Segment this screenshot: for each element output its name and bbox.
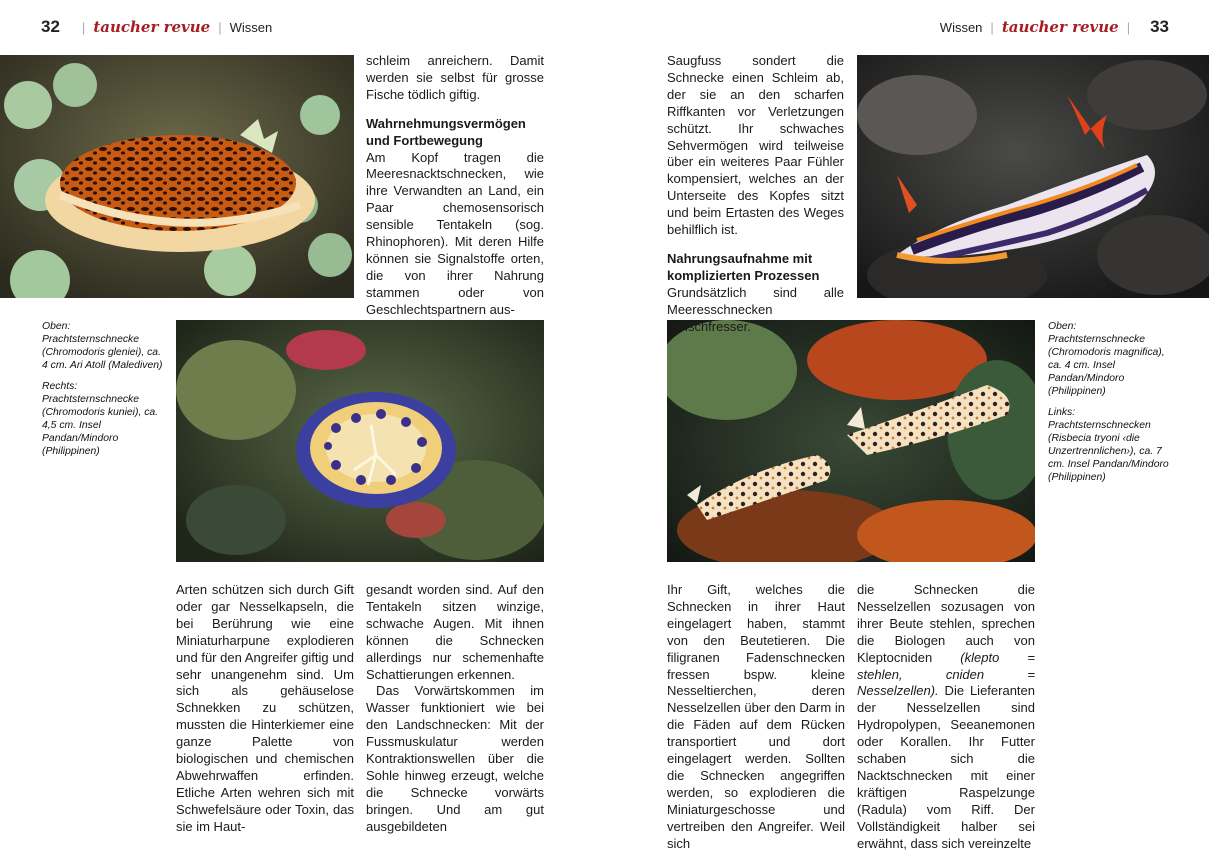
photo-chromodoris-magnifica: [857, 55, 1209, 298]
paragraph: Das Vorwärtskommen im Wasser funktioniert wie bei den Landschnecken: Mit der Fussmuskulatur werden Kontraktionswellen über die Sohle hinweg erzeugt, welche die Schnecke vorwärts bringen. Und am gut ausgebildeten: [366, 683, 544, 834]
paragraph: schleim anreichern. Damit werden sie selbst für grosse Fische tödlich giftig.: [366, 53, 544, 102]
paragraph: [857, 582, 1035, 853]
section-label: Wissen: [939, 19, 983, 35]
photo-risbecia-tryoni: [667, 320, 1035, 562]
text-span: Die Lieferanten der Nesselzellen sind Hydropolypen, Seeanemonen oder Korallen. Ihr Futter schaben sich die Nacktschnecken mit einer kräftigen Raspelzunge (Radula) vom Riff. Der Vollständigkeit halber sei erwähnt, dass sich vereinzelte: [857, 683, 1035, 851]
left-bottom-column-1: [176, 582, 354, 836]
right-bottom-column-2: [857, 582, 1035, 853]
right-column-top: [667, 53, 844, 336]
right-page-number: 33: [1150, 17, 1169, 36]
caption-block-left: [42, 320, 164, 466]
text-span: die Schnecken die Nesselzellen sozusagen von ihrer Beute stehlen, sprechen die Biologen auch von Kleptocniden: [857, 582, 1035, 665]
section-heading: Wahrnehmungsvermögen und Fortbewegung: [366, 115, 526, 148]
section-label: Wissen: [229, 19, 273, 35]
photo-chromodoris-gleniei: [0, 55, 354, 298]
photo-chromodoris-kuniei: [176, 320, 544, 562]
paragraph: Saugfuss sondert die Schnecke einen Schleim ab, der sie an den scharfen Riffkanten vor Verletzungen schützt. Ihr schwaches Sehvermögen wird teilweise über ein weiteres Paar Fühler kompensiert, welches an der Unterseite des Kopfes sitzt und beim Ertasten des Weges behilflich ist.: [667, 53, 844, 238]
paragraph: Am Kopf tragen die Meeresnacktschnecken, wie ihre Verwandten an Land, ein Paar chemosensorisch sensible Tentakeln (sog. Rhinophoren). Mit deren Hilfe können sie Signalstoffe orten, die von ihrer Nahrung stammen oder von Geschlechtspartnern aus-: [366, 149, 544, 317]
section-heading: Nahrungsaufnahme mit komplizierten Prozessen: [667, 250, 820, 283]
paragraph: gesandt worden sind. Auf den Tentakeln sitzen winzige, schwache Augen. Mit ihnen können die Schnecken allerdings nur schemenhafte Schattierungen erkennen.: [366, 582, 544, 682]
right-page-header: [940, 14, 1169, 40]
paragraph: Arten schützen sich durch Gift oder gar Nesselkapseln, die bei Berührung wie eine Miniaturharpune explodieren und für den Angreifer giftig und sehr unangenehm sind. Um sich als gehäuselose Schnekken zu schützen, mussten die Hinterkiemer eine ganze Palette von biologischen und chemischen Abwehrwaffen erfinden. Etliche Arten wehren sich mit Schwefelsäure oder Toxin, das sie im Haut-: [176, 582, 354, 834]
header-divider: |: [990, 19, 994, 35]
left-column-top: [366, 53, 544, 319]
left-page-header: [41, 14, 272, 40]
right-bottom-column-1: [667, 582, 845, 853]
paragraph: Ihr Gift, welches die Schnecken in ihrer Haut eingelagert haben, stammt von den Beutetieren. Die filigranen Fadenschnecken fressen bspw. kleine Nesseltierchen, deren Nesselzellen über den Darm in die Fäden auf dem Rücken transportiert und dort eingelagert werden. Sollten die Schnecken angegriffen werden, so explodieren die Miniaturgeschosse und vertreiben den Angreifer. Weil sich: [667, 582, 845, 851]
caption-block-right: [1048, 320, 1170, 492]
photo-caption: Oben: Prachtsternschnecke (Chromodoris gleniei), ca. 4 cm. Ari Atoll (Malediven): [42, 321, 163, 371]
magazine-title: taucher revue: [1001, 18, 1119, 36]
paragraph: Grundsätzlich sind alle Meeresschnecken Fleischfresser.: [667, 284, 844, 334]
header-divider: |: [218, 19, 222, 35]
left-page-number: 32: [41, 17, 60, 36]
header-divider: |: [1126, 19, 1131, 35]
italic-text: (klepto = stehlen, cniden = Nesselzellen).: [857, 649, 1035, 699]
photo-caption: Oben: Prachtsternschnecke (Chromodoris magnifica), ca. 4 cm. Insel Pandan/Mindoro (Philippinen): [1048, 321, 1165, 397]
magazine-title: taucher revue: [93, 18, 211, 36]
left-bottom-column-2: [366, 582, 544, 836]
header-divider: |: [81, 19, 86, 35]
photo-caption: Rechts: Prachtsternschnecke (Chromodoris kuniei), ca. 4,5 cm. Insel Pandan/Mindoro (Philippinen): [42, 381, 159, 457]
photo-caption: Links: Prachtsternschnecken (Risbecia tryoni ‹die Unzertrennlichen›), ca. 7 cm. Insel Pandan/Mindoro (Philippinen): [1048, 407, 1169, 483]
